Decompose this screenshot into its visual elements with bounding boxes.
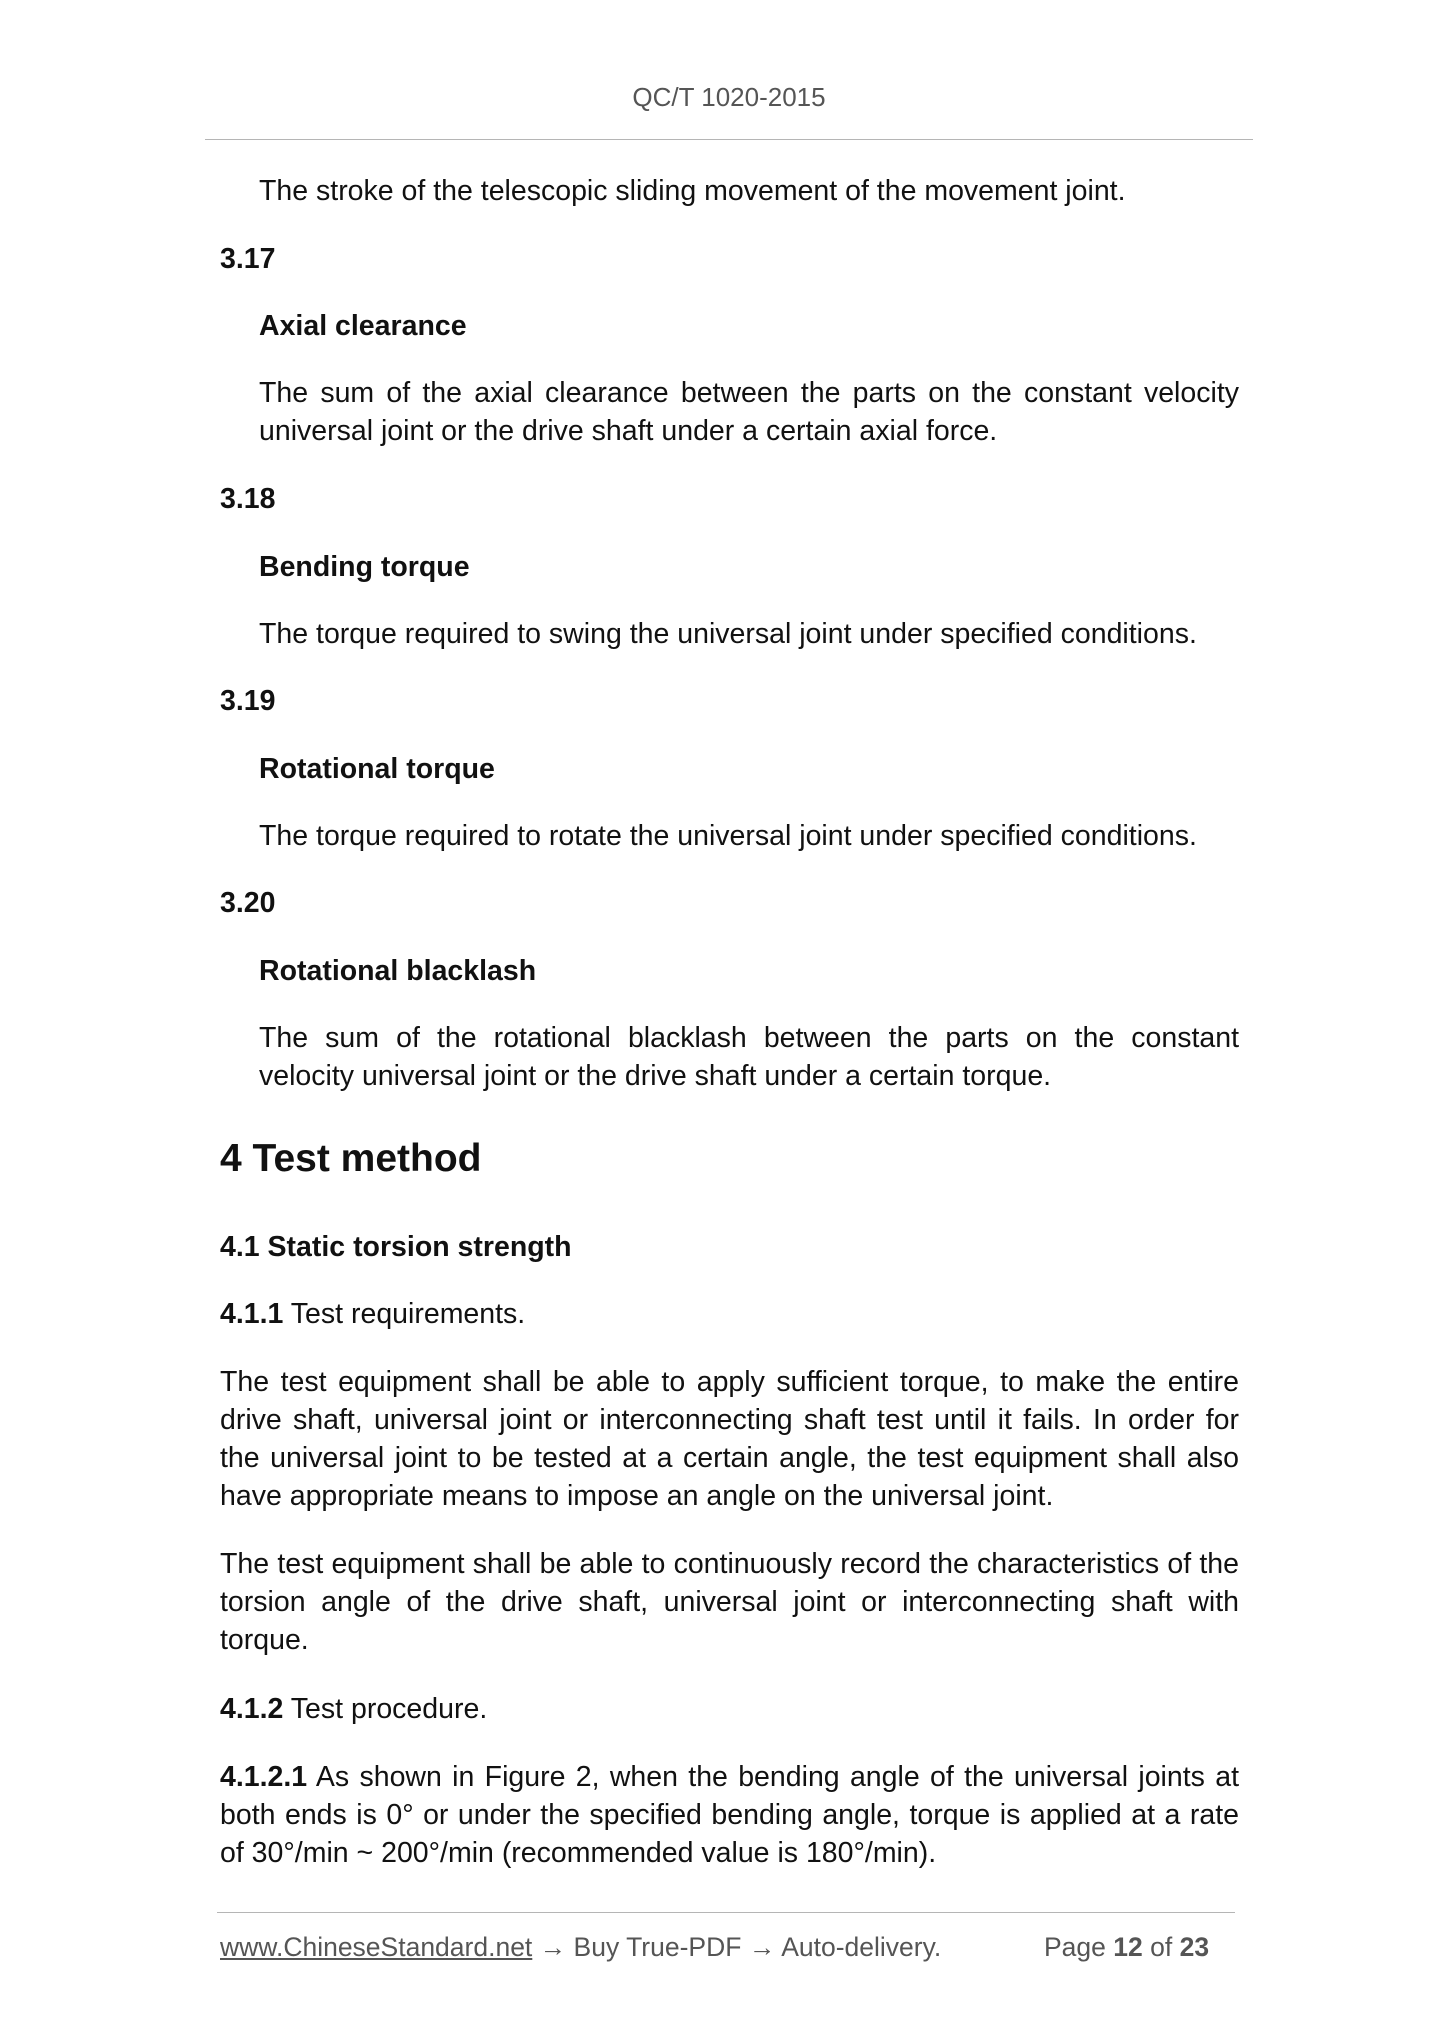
page-number: 12 xyxy=(1113,1932,1143,1962)
term-3-18-definition: The torque required to swing the universal joint under specified conditions. xyxy=(259,618,1197,650)
arrow-right-icon: → xyxy=(539,1932,567,1962)
clause-4-1-1-number: 4.1.1 xyxy=(220,1298,284,1330)
footer-divider xyxy=(217,1912,1235,1913)
clause-4-1-1-text: Test requirements. xyxy=(283,1298,526,1330)
section-4-heading: 4 Test method xyxy=(220,1137,482,1180)
auto-delivery-label: Auto-delivery. xyxy=(781,1932,942,1962)
clause-4-1-1 xyxy=(220,1295,1239,1333)
header-divider xyxy=(205,139,1253,140)
footer-promo xyxy=(220,1930,941,1964)
clause-4-1-2 xyxy=(220,1690,1239,1728)
clause-4-1-2-1-number: 4.1.2.1 xyxy=(220,1761,308,1793)
term-3-18-title: Bending torque xyxy=(259,551,470,583)
of-label: of xyxy=(1150,1932,1173,1962)
paragraph-equipment-torque: The test equipment shall be able to apply sufficient torque, to make the entire drive shaft, universal joint or interconnecting shaft test until it fails. In order for the universal joint to be tested at a certain angle, the test equipment shall also have appropriate means to impose an angle on the universal joint. xyxy=(220,1366,1239,1512)
term-3-19-title: Rotational torque xyxy=(259,753,495,785)
total-pages: 23 xyxy=(1179,1932,1210,1962)
page-indicator xyxy=(1044,1930,1209,1964)
clause-4-1-2-text: Test procedure. xyxy=(283,1693,488,1725)
arrow-right-icon: → xyxy=(748,1932,776,1962)
buy-true-pdf-label: Buy True-PDF xyxy=(573,1932,742,1962)
chinese-standard-link[interactable]: www.ChineseStandard.net xyxy=(220,1932,533,1962)
clause-4-1-2-number: 4.1.2 xyxy=(220,1693,284,1725)
document-header: QC/T 1020-2015 xyxy=(632,82,826,112)
clause-4-1-2-1-text: As shown in Figure 2, when the bending angle of the universal joints at both ends is 0° or under the specified bending angle, torque is applied at a rate of 30°/min ~ 200°/min (recommended value is 180°/min). xyxy=(220,1761,1239,1869)
term-3-20-definition: The sum of the rotational blacklash between the parts on the constant velocity universal joint or the drive shaft under a certain torque. xyxy=(259,1022,1239,1092)
term-3-19-definition: The torque required to rotate the universal joint under specified conditions. xyxy=(259,820,1197,852)
term-3-20-number: 3.20 xyxy=(220,887,276,919)
term-3-17-definition: The sum of the axial clearance between the parts on the constant velocity universal joint or the drive shaft under a certain axial force. xyxy=(259,377,1239,447)
term-3-17-number: 3.17 xyxy=(220,243,276,275)
term-3-19-number: 3.19 xyxy=(220,685,276,717)
term-3-16-definition: The stroke of the telescopic sliding movement of the movement joint. xyxy=(259,175,1126,207)
term-3-20-title: Rotational blacklash xyxy=(259,955,537,987)
page-label: Page xyxy=(1044,1932,1106,1962)
term-3-17-title: Axial clearance xyxy=(259,310,467,342)
section-4-1-heading: 4.1 Static torsion strength xyxy=(220,1231,572,1263)
paragraph-equipment-record: The test equipment shall be able to continuously record the characteristics of the torsion angle of the drive shaft, universal joint or interconnecting shaft with torque. xyxy=(220,1548,1239,1656)
clause-4-1-2-1 xyxy=(220,1758,1239,1872)
term-3-18-number: 3.18 xyxy=(220,483,276,515)
